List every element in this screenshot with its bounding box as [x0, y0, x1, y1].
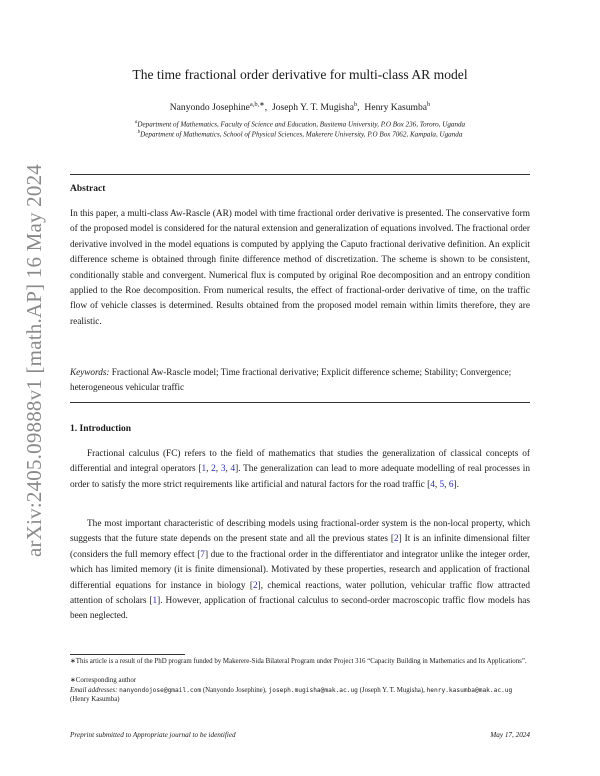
- affiliation-b: [70, 130, 530, 138]
- affiliation-mark: b: [137, 130, 141, 135]
- author-name: Henry Kasumba: [364, 102, 428, 114]
- author-name: Joseph Y. T. Mugisha: [271, 102, 354, 114]
- keywords: [70, 365, 530, 395]
- email-owner: (Joseph Y. T. Mugisha),: [359, 687, 425, 694]
- intro-text: ].: [453, 479, 459, 490]
- arxiv-stamp-text: arXiv:2405.09888v1 [math.AP] 16 May 2024: [21, 163, 46, 557]
- intro-paragraph-1: Fractional calculus (FC) refers to the field of mathematics that studies the generalization of classical concepts of differential and integral operators [1, 2, 3, 4]. The generalization can lead to more adequate modelling of real processes in order to satisfy the more strict requirements like artificial and natural factors for the road traffic [4, 5, 6].: [70, 449, 530, 490]
- affiliation-text: Department of Mathematics, School of Physical Sciences, Makerere University, P.O Box 7062, Kampala, Uganda: [140, 130, 463, 139]
- footnote-corresponding: ∗Corresponding author: [70, 677, 137, 684]
- citation-link[interactable]: 2: [252, 580, 258, 591]
- intro-text: The most important characteristic of describing models using fractional-order system is the non-local property, which suggests that the future state depends on the present state and all the previous states [: [70, 519, 530, 545]
- author-marks: a,b,∗: [249, 101, 265, 108]
- paper-title: The time fractional order derivative for multi-class AR model: [132, 67, 468, 82]
- email-owner: (Nanyondo Josephine),: [202, 687, 267, 694]
- citation-link[interactable]: 5: [439, 479, 445, 490]
- intro-text: ] It is an infinite dimensional filter (considers the full memory effect [: [70, 534, 531, 560]
- affiliation-text: Department of Mathematics, Faculty of Science and Education, Busitema University, P.O Box 236, Tororo, Uganda: [137, 120, 466, 129]
- citation-link[interactable]: 4: [430, 479, 435, 490]
- affiliation-mark: a: [134, 120, 138, 125]
- citation-link[interactable]: 1: [152, 596, 158, 607]
- citation-link[interactable]: 1: [201, 464, 207, 475]
- intro-paragraph-2: [70, 517, 530, 625]
- citation-link[interactable]: 4: [230, 464, 236, 475]
- citation-link[interactable]: 2: [394, 534, 399, 545]
- abstract-bottom-rule: [70, 402, 530, 403]
- intro-text: ] due to the fractional order in the differentiator and integrator unlike the integer order, which has limited memory (it is finite dimensional). Motivated by these properties, research and application of fractional differential equations for instance in biology [: [70, 549, 530, 591]
- citation-link[interactable]: 6: [448, 479, 454, 490]
- affiliation-a: [70, 120, 530, 128]
- email-label: Email addresses:: [70, 687, 118, 694]
- email-link[interactable]: joseph.mugisha@mak.ac.ug: [268, 687, 358, 694]
- footnote-emails: [70, 686, 530, 705]
- arxiv-stamp: [18, 145, 50, 575]
- keywords-text: Fractional Aw-Rascle model; Time fractional derivative; Explicit difference scheme; Stability; Convergence; heterogeneous vehicular traffic: [70, 367, 512, 392]
- keywords-label: Keywords:: [70, 367, 110, 377]
- citation-link[interactable]: 2: [211, 464, 216, 475]
- footer-preprint-note: Preprint submitted to Appropriate journal to be identified: [70, 731, 236, 739]
- abstract-heading: Abstract: [70, 184, 106, 194]
- author-marks: b: [427, 101, 431, 108]
- abstract-top-rule: [70, 174, 530, 175]
- footnote-thanks: ∗This article is a result of the PhD program funded by Makerere-Sida Bilateral Program under Project 316 “Capacity Building in Mathematics and Its Applications”.: [70, 658, 527, 665]
- author-marks: b: [353, 101, 358, 108]
- citation-link[interactable]: 3: [220, 464, 226, 475]
- email-link[interactable]: henry.kasumba@mak.ac.ug: [426, 687, 513, 694]
- footer-date: May 17, 2024: [490, 731, 530, 739]
- intro-text: ], chemical reactions, water pollution, vehicular traffic flow attracted attention of scholars [: [70, 580, 530, 607]
- email-link[interactable]: nanyondojose@gmail.com: [119, 687, 202, 694]
- intro-text: ]. The generalization can lead to more adequate modelling of real processes in order to satisfy the more strict requirements like artificial and natural factors for the road traffic [: [70, 464, 530, 490]
- author-name: Nanyondo Josephine: [169, 102, 250, 114]
- footnote-rule: [70, 654, 185, 655]
- intro-text: Fractional calculus (FC) refers to the field of mathematics that studies the generalization of classical concepts of differential and integral operators [: [70, 449, 530, 475]
- citation-link[interactable]: 7: [200, 549, 205, 560]
- section-heading-introduction: 1. Introduction: [70, 424, 132, 434]
- intro-text: ]. However, application of fractional calculus to second-order macroscopic traffic flow models has been neglected.: [70, 596, 531, 622]
- author-list: Nanyondo Josephine$^{a,b,∗}$, Joseph Y. T. Mugisha$^b$, Henry Kasumba$^b$: [169, 101, 431, 114]
- abstract-body: In this paper, a multi-class Aw-Rascle (AR) model with time fractional order derivative is presented. The conservative form of the proposed model is considered for the natural extension and generalization of equations involved. The fractional order derivative involved in the model equations is computed by applying the Caputo fractional derivative definition. An explicit difference scheme is obtained through finite difference method of discretization. The scheme is shown to be consistent, conditionally stable and convergent. Numerical flux is computed by original Roe decomposition and an entropy condition applied to the Roe decomposition. From numerical results, the effect of fractional-order derivative of time, on the traffic flow of vehicle classes is determined. Results obtained from the proposed model remain within limits therefore, they are realistic.: [70, 209, 530, 327]
- email-owner: (Henry Kasumba): [70, 696, 120, 704]
